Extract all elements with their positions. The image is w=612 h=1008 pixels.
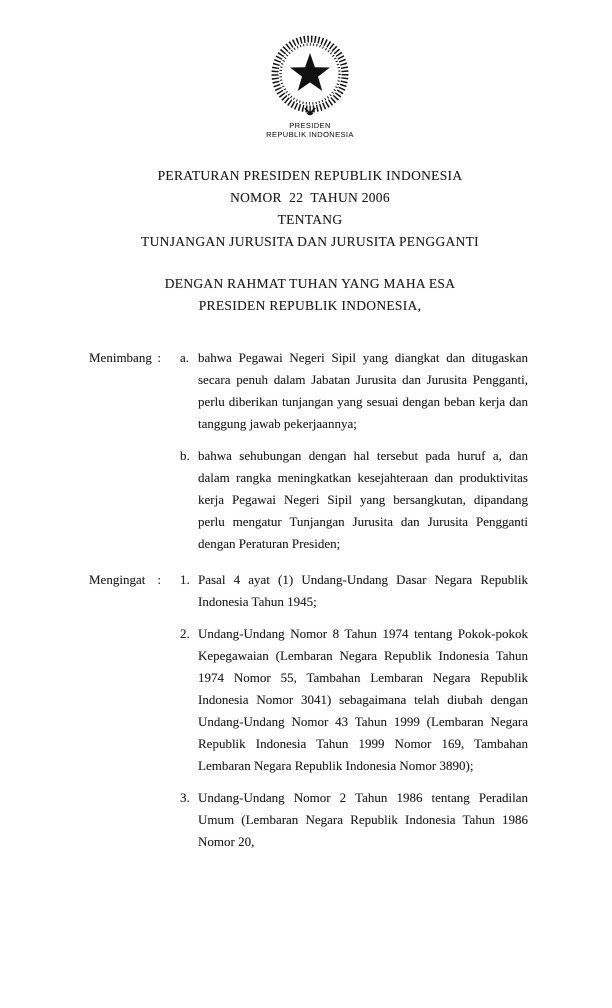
- list-item: [180, 787, 528, 853]
- list-item: [180, 623, 528, 777]
- item-marker: a.: [180, 350, 190, 365]
- item-text: Undang-Undang Nomor 8 Tahun 1974 tentang Pokok-pokok Kepegawaian (Lembaran Negara Republik Indonesia Tahun 1974 Nomor 55, Tambahan Lembaran Negara Republik Indonesia Nomor 3041) sebagaimana telah diubah dengan Undang-Undang Nomor 43 Tahun 1999 (Lembaran Negara Republik Indonesia Tahun 1999 Nomor 169, Tambahan Lembaran Negara Republik Indonesia Nomor 3890);: [198, 626, 528, 773]
- preamble-presiden: PRESIDEN REPUBLIK INDONESIA,: [198, 298, 422, 313]
- preamble-rahmat: DENGAN RAHMAT TUHAN YANG MAHA ESA: [164, 276, 456, 291]
- section-label-text: Mengingat: [89, 572, 146, 587]
- menimbang-items: [180, 347, 528, 555]
- section-label-mengingat: [89, 569, 161, 591]
- item-marker: b.: [180, 448, 190, 463]
- title-regulation-type: PERATURAN PRESIDEN REPUBLIK INDONESIA: [157, 168, 463, 183]
- regulation-title-block: [0, 165, 612, 253]
- document-header: [0, 34, 612, 139]
- title-subject: TUNJANGAN JURUSITA DAN JURUSITA PENGGANTI: [141, 234, 479, 249]
- mengingat-items: [180, 569, 528, 853]
- section-label-text: Menimbang: [89, 350, 152, 365]
- section-label-colon: :: [157, 572, 161, 587]
- considerations-body: [0, 347, 612, 853]
- item-marker: 2.: [180, 626, 190, 641]
- list-item: [180, 445, 528, 555]
- title-number-year: NOMOR 22 TAHUN 2006: [230, 190, 390, 205]
- presidential-seal-icon: [268, 34, 352, 118]
- item-marker: 1.: [180, 572, 190, 587]
- org-name-presiden: PRESIDEN: [289, 121, 331, 130]
- item-marker: 3.: [180, 790, 190, 805]
- item-text: Pasal 4 ayat (1) Undang-Undang Dasar Negara Republik Indonesia Tahun 1945;: [198, 572, 528, 609]
- list-item: [180, 569, 528, 613]
- title-tentang: TENTANG: [277, 212, 343, 227]
- section-label-colon: :: [157, 350, 161, 365]
- item-text: bahwa sehubungan dengan hal tersebut pada huruf a, dan dalam rangka meningkatkan kesejahteraan dan produktivitas kerja Pegawai Negeri Sipil yang bersangkutan, dipandang perlu mengatur Tunjangan Jurusita dan Jurusita Pengganti dengan Peraturan Presiden;: [198, 448, 528, 551]
- org-name-republik-indonesia: REPUBLIK INDONESIA: [266, 130, 354, 139]
- section-label-menimbang: [89, 347, 161, 369]
- item-text: bahwa Pegawai Negeri Sipil yang diangkat dan ditugaskan secara penuh dalam Jabatan Jurusita dan Jurusita Pengganti, perlu diberikan tunjangan yang sesuai dengan beban kerja dan tanggung jawab pekerjaannya;: [198, 350, 528, 431]
- section-menimbang: [89, 347, 612, 555]
- preamble-block: [0, 273, 612, 317]
- item-text: Undang-Undang Nomor 2 Tahun 1986 tentang Peradilan Umum (Lembaran Negara Republik Indonesia Tahun 1986 Nomor 20,: [198, 790, 528, 849]
- section-mengingat: [89, 569, 612, 853]
- list-item: [180, 347, 528, 435]
